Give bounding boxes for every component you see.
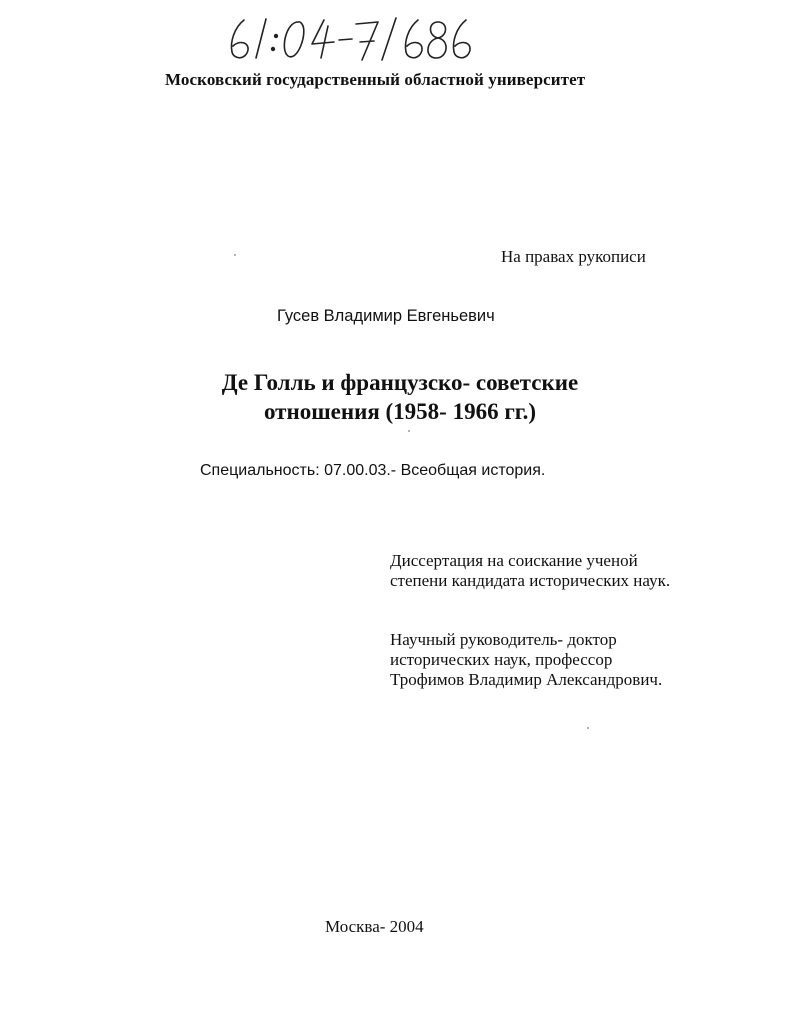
title-line-2: отношения (1958- 1966 гг.) <box>263 399 537 424</box>
supervisor-line-3: Трофимов Владимир Александрович. <box>390 670 663 689</box>
author-name: Гусев Владимир Евгеньевич <box>277 307 495 325</box>
rights-note: На правах рукописи <box>501 247 646 266</box>
scan-speck <box>408 430 410 432</box>
city-year: Москва- 2004 <box>325 917 424 936</box>
supervisor-block <box>390 630 662 690</box>
scan-speck <box>587 727 589 729</box>
specialty-line: Специальность: 07.00.03.- Всеобщая история. <box>200 462 546 479</box>
dissertation-title <box>150 368 650 426</box>
dissertation-line-2: степени кандидата исторических наук. <box>390 571 671 590</box>
dissertation-line-1: Диссертация на соискание ученой <box>390 551 638 570</box>
dissertation-statement <box>390 551 670 591</box>
scan-speck <box>234 254 236 256</box>
title-line-1: Де Голль и французско- советские <box>221 370 579 395</box>
handwritten-shelfmark <box>222 14 472 64</box>
supervisor-line-2: исторических наук, профессор <box>390 650 613 669</box>
supervisor-line-1: Научный руководитель- доктор <box>390 630 617 649</box>
university-name: Московский государственный областной университет <box>165 70 586 89</box>
